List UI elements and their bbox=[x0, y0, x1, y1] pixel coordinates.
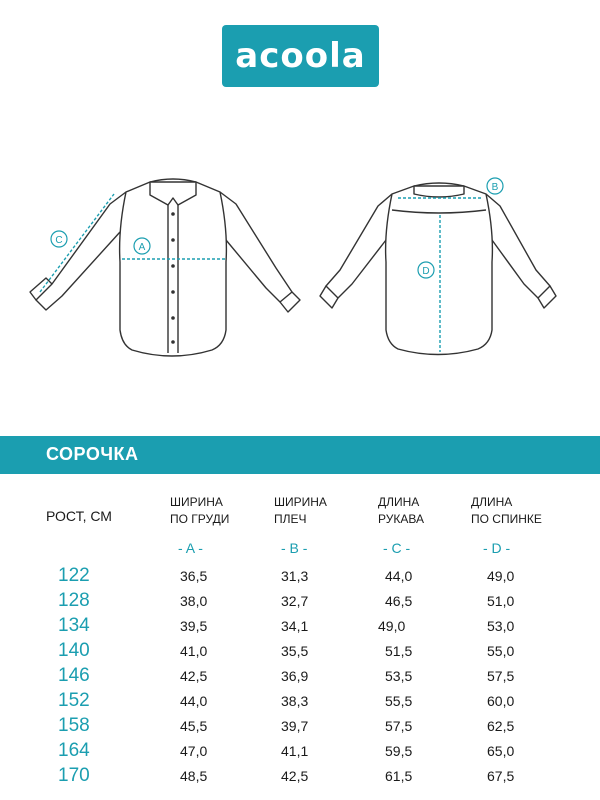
cell-b: 32,7 bbox=[281, 593, 309, 609]
cell-c: 57,5 bbox=[385, 718, 413, 734]
back-collar bbox=[414, 183, 464, 197]
col-header-b-line1: ШИРИНА bbox=[274, 495, 327, 509]
col-header-height: РОСТ, СМ bbox=[46, 508, 112, 524]
front-body bbox=[120, 182, 227, 356]
cell-a: 38,0 bbox=[180, 593, 208, 609]
cell-a: 44,0 bbox=[180, 693, 208, 709]
cell-a: 45,5 bbox=[180, 718, 208, 734]
back-sleeve-left bbox=[326, 194, 392, 298]
logo-text: acoola bbox=[235, 36, 366, 76]
table-row bbox=[0, 665, 600, 693]
cell-c: 53,5 bbox=[385, 668, 413, 684]
col-header-a bbox=[170, 494, 229, 528]
front-sleeve-right bbox=[220, 192, 292, 302]
table-row bbox=[0, 590, 600, 618]
cell-b: 36,9 bbox=[281, 668, 309, 684]
back-sleeve-right bbox=[486, 194, 550, 298]
cell-a: 39,5 bbox=[180, 618, 208, 634]
cell-b: 42,5 bbox=[281, 768, 309, 784]
cell-height: 122 bbox=[58, 565, 90, 586]
cell-c: 46,5 bbox=[385, 593, 413, 609]
cell-d: 62,5 bbox=[487, 718, 515, 734]
table-row bbox=[0, 615, 600, 643]
back-yoke bbox=[392, 210, 486, 213]
cell-b: 41,1 bbox=[281, 743, 309, 759]
cell-a: 42,5 bbox=[180, 668, 208, 684]
cell-b: 35,5 bbox=[281, 643, 309, 659]
marker-b: B bbox=[491, 182, 499, 193]
cell-c: 61,5 bbox=[385, 768, 413, 784]
cell-height: 146 bbox=[58, 665, 90, 686]
col-header-c bbox=[378, 494, 424, 528]
col-header-d bbox=[471, 494, 542, 528]
cell-c: 49,0 bbox=[378, 618, 406, 634]
col-header-a-line2: ПО ГРУДИ bbox=[170, 512, 230, 526]
front-placket bbox=[168, 205, 178, 353]
cell-d: 49,0 bbox=[487, 568, 515, 584]
col-header-c-line1: ДЛИНА bbox=[378, 495, 420, 509]
table-row bbox=[0, 715, 600, 743]
front-collar bbox=[150, 179, 196, 205]
col-header-b-line2: ПЛЕЧ bbox=[274, 512, 307, 526]
marker-d: D bbox=[422, 266, 430, 277]
cell-height: 170 bbox=[58, 765, 90, 786]
col-header-a-line1: ШИРИНА bbox=[170, 495, 223, 509]
cell-height: 134 bbox=[58, 615, 90, 636]
col-header-d-line2: ПО СПИНКЕ bbox=[471, 512, 542, 526]
col-header-d-line1: ДЛИНА bbox=[471, 495, 513, 509]
cell-a: 47,0 bbox=[180, 743, 208, 759]
cell-height: 140 bbox=[58, 640, 90, 661]
cell-b: 39,7 bbox=[281, 718, 309, 734]
cell-b: 31,3 bbox=[281, 568, 309, 584]
cell-d: 60,0 bbox=[487, 693, 515, 709]
section-title: СОРОЧКА bbox=[46, 444, 139, 464]
marker-c: C bbox=[55, 235, 63, 246]
cell-c: 51,5 bbox=[385, 643, 413, 659]
table-row bbox=[0, 740, 600, 768]
brand-logo bbox=[222, 25, 379, 87]
cell-c: 44,0 bbox=[385, 568, 413, 584]
table-row bbox=[0, 640, 600, 668]
cell-c: 55,5 bbox=[385, 693, 413, 709]
cell-d: 53,0 bbox=[487, 618, 515, 634]
cell-c: 59,5 bbox=[385, 743, 413, 759]
cell-a: 48,5 bbox=[180, 768, 208, 784]
col-header-b bbox=[274, 494, 327, 528]
cell-b: 34,1 bbox=[281, 618, 309, 634]
cell-a: 36,5 bbox=[180, 568, 208, 584]
marker-a: A bbox=[138, 242, 146, 253]
code-a: - A - bbox=[178, 540, 203, 556]
code-d: - D - bbox=[483, 540, 511, 556]
cell-a: 41,0 bbox=[180, 643, 208, 659]
cell-d: 65,0 bbox=[487, 743, 515, 759]
cell-height: 128 bbox=[58, 590, 90, 611]
cell-height: 158 bbox=[58, 715, 90, 736]
cell-d: 57,5 bbox=[487, 668, 515, 684]
front-sleeve-left bbox=[36, 192, 126, 310]
table-row bbox=[0, 765, 600, 793]
code-b: - B - bbox=[281, 540, 308, 556]
col-header-c-line2: РУКАВА bbox=[378, 512, 424, 526]
cell-height: 152 bbox=[58, 690, 90, 711]
cell-d: 51,0 bbox=[487, 593, 515, 609]
table-row bbox=[0, 565, 600, 593]
code-c: - C - bbox=[383, 540, 411, 556]
shirt-diagram bbox=[0, 165, 600, 365]
cell-d: 55,0 bbox=[487, 643, 515, 659]
section-band bbox=[0, 436, 600, 474]
cell-d: 67,5 bbox=[487, 768, 515, 784]
table-row bbox=[0, 690, 600, 718]
cell-height: 164 bbox=[58, 740, 90, 761]
cell-b: 38,3 bbox=[281, 693, 309, 709]
